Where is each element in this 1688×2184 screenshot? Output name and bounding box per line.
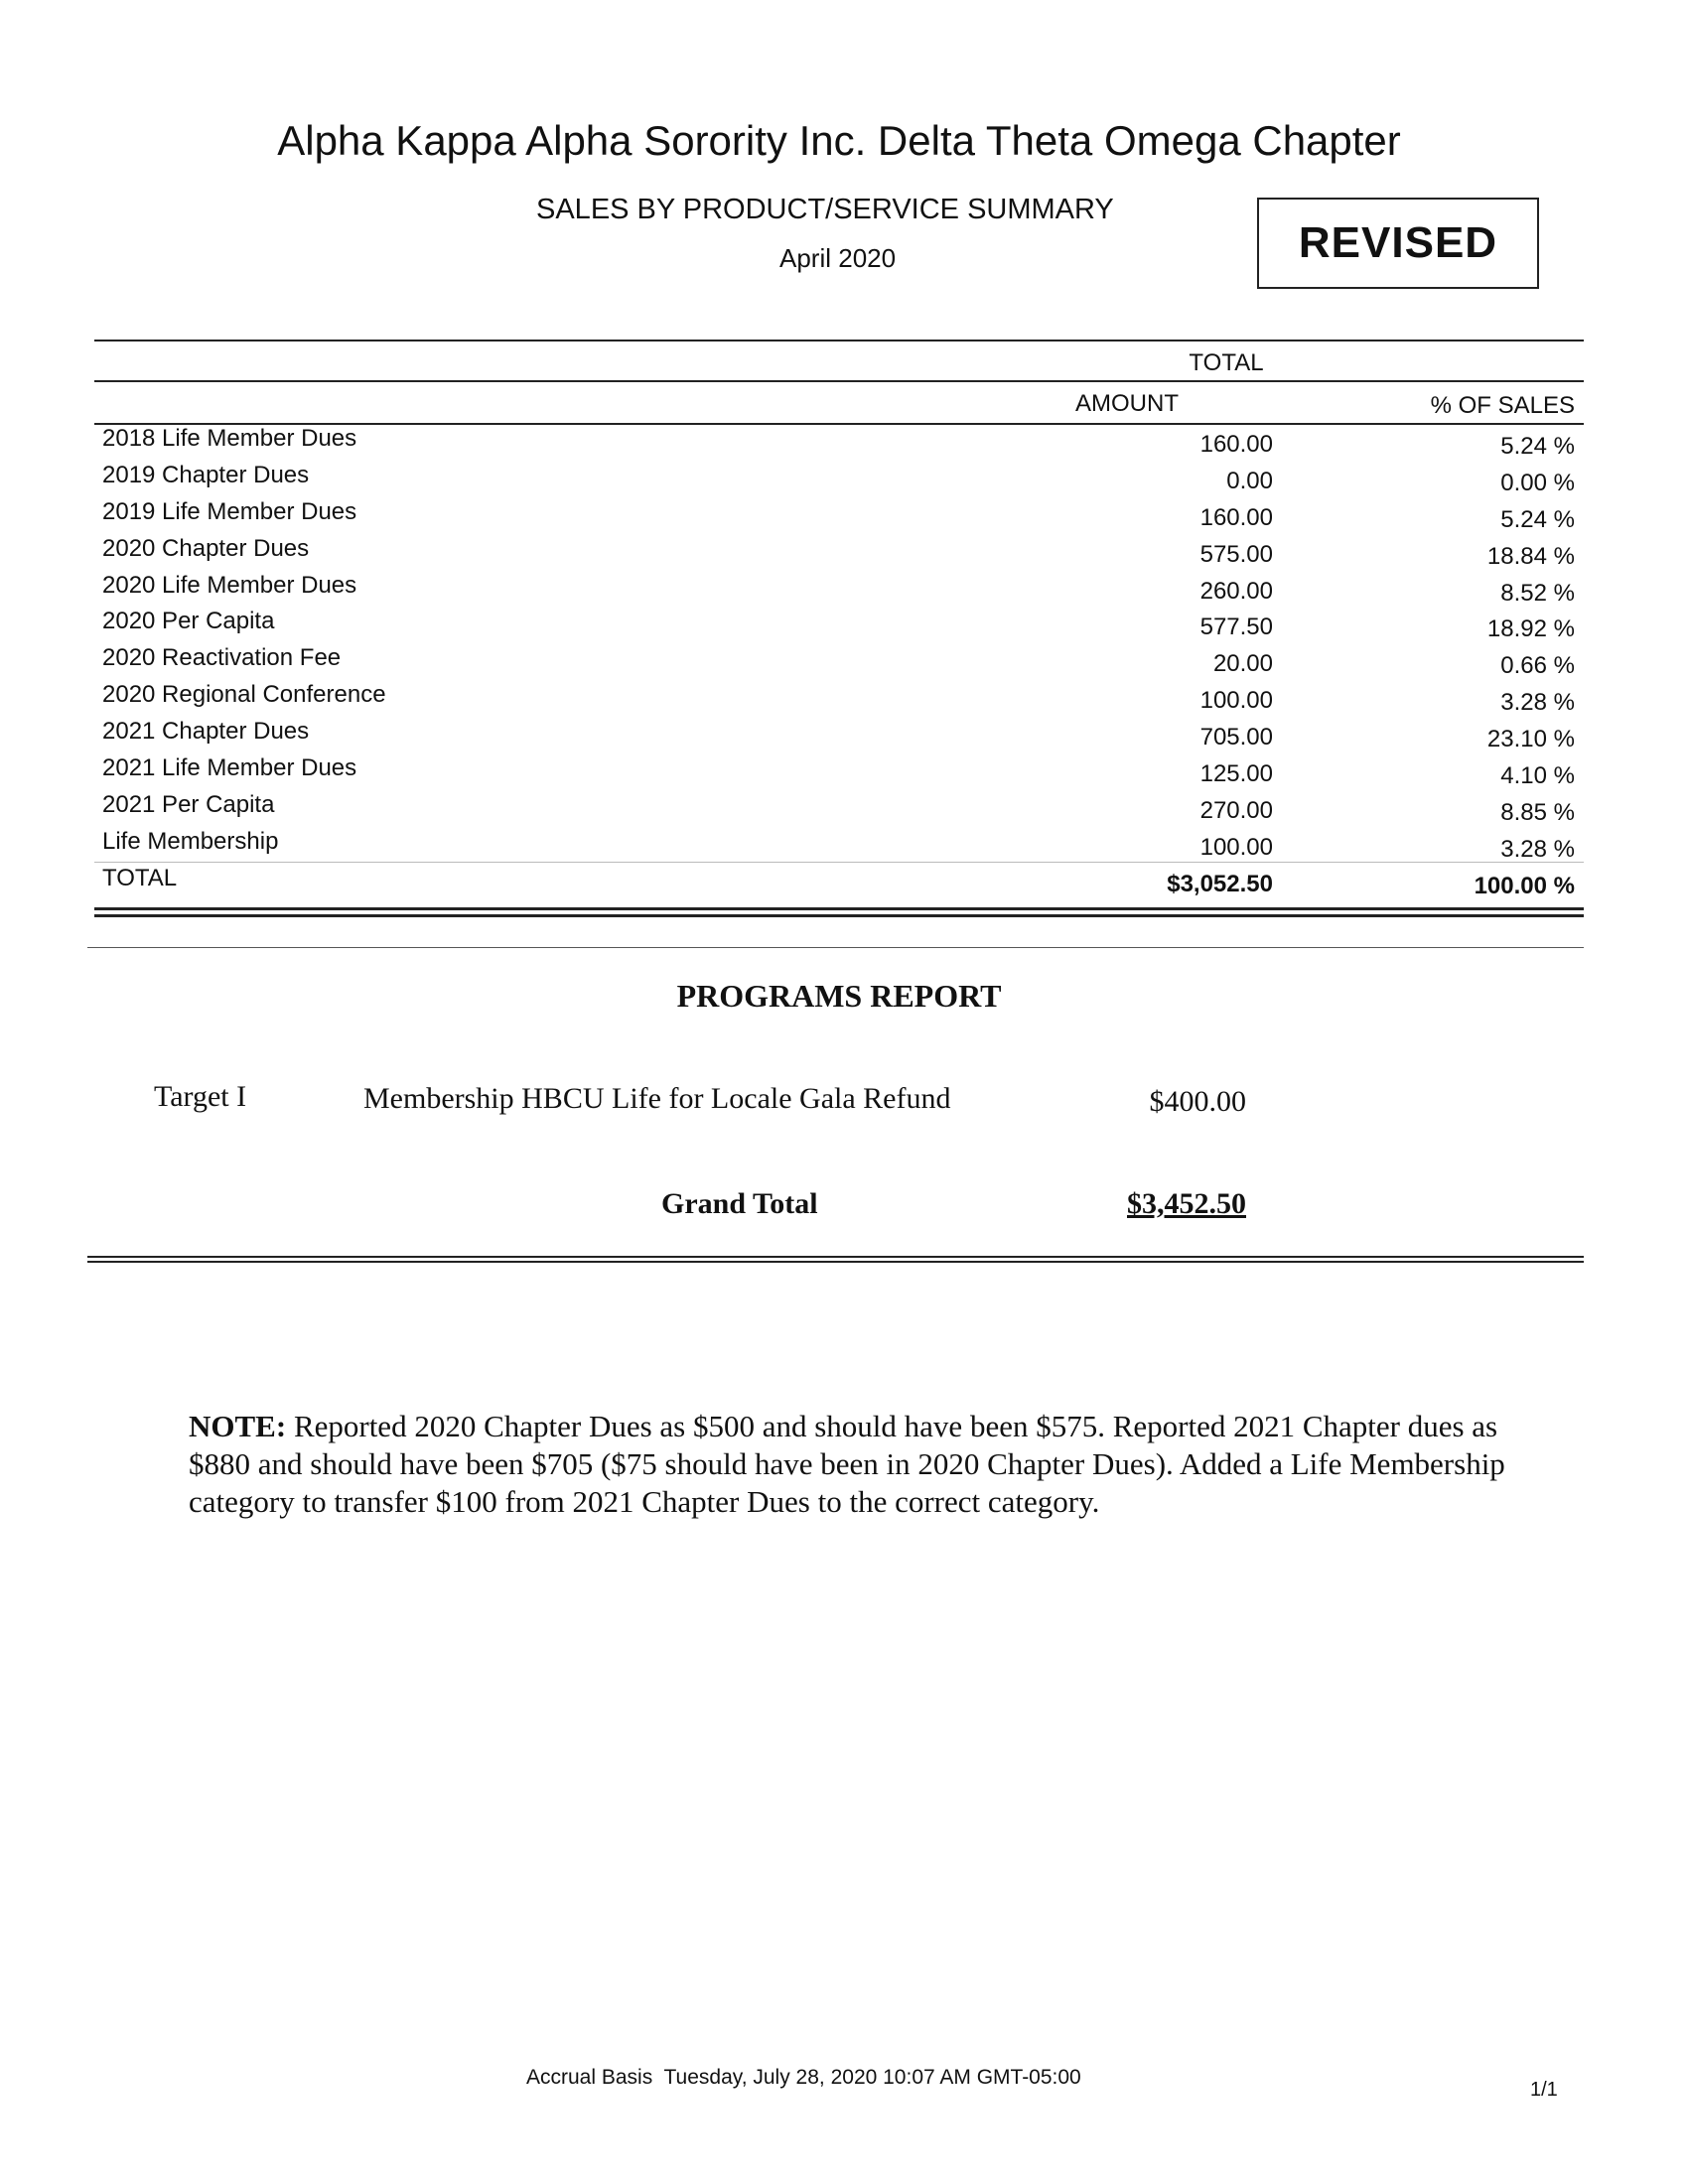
report-title: SALES BY PRODUCT/SERVICE SUMMARY: [536, 194, 1114, 225]
program-description: Membership HBCU Life for Locale Gala Refund: [363, 1082, 951, 1115]
row-name: 2020 Life Member Dues: [102, 572, 357, 599]
row-name: 2019 Life Member Dues: [102, 498, 357, 525]
row-name: Life Membership: [102, 828, 279, 855]
table-row: [94, 754, 1584, 790]
total-double-rule-top: [94, 907, 1584, 910]
row-percent: 23.10 %: [1486, 726, 1575, 752]
row-percent: 5.24 %: [1500, 506, 1575, 533]
column-group-header: TOTAL: [1189, 349, 1264, 376]
row-name: 2021 Chapter Dues: [102, 718, 310, 745]
row-percent: 3.28 %: [1500, 836, 1575, 863]
table-row: [94, 462, 1584, 497]
row-name: 2019 Chapter Dues: [102, 462, 310, 488]
total-double-rule-bottom: [94, 914, 1584, 917]
row-percent: 0.66 %: [1500, 652, 1575, 679]
row-amount: 100.00: [1199, 834, 1273, 861]
organization-title: Alpha Kappa Alpha Sorority Inc. Delta Theta Omega Chapter: [277, 117, 1401, 164]
row-amount: 0.00: [1226, 468, 1273, 494]
row-amount: 100.00: [1199, 687, 1273, 714]
row-amount: 125.00: [1199, 760, 1273, 787]
programs-top-rule: [87, 947, 1584, 948]
row-percent: 5.24 %: [1500, 433, 1575, 460]
row-amount: 160.00: [1199, 431, 1273, 458]
total-amount: $3,052.50: [1167, 871, 1273, 897]
group-header-rule: [94, 380, 1584, 382]
row-amount: 270.00: [1199, 797, 1273, 824]
row-amount: 575.00: [1199, 541, 1273, 568]
row-amount: 160.00: [1199, 504, 1273, 531]
programs-bottom-rule-bottom: [87, 1261, 1584, 1263]
row-name: 2020 Regional Conference: [102, 681, 386, 708]
row-name: 2021 Per Capita: [102, 791, 275, 818]
note-label: NOTE:: [189, 1409, 287, 1443]
table-total-row: [94, 865, 1584, 900]
grand-total-label: Grand Total: [661, 1187, 818, 1220]
row-percent: 18.92 %: [1486, 615, 1575, 642]
note-text: Reported 2020 Chapter Dues as $500 and should have been $575. Reported 2021 Chapter dues as $880 and should have been $705 ($75 should have been in 2020 Chapter Dues). Added a Life Membership category to transfer $100 from 2021 Chapter Dues to the correct category.: [189, 1409, 1505, 1519]
row-name: 2020 Reactivation Fee: [102, 644, 342, 671]
table-row: [94, 498, 1584, 534]
table-row: [94, 535, 1584, 571]
row-name: 2020 Chapter Dues: [102, 535, 310, 562]
table-row: [94, 791, 1584, 827]
row-amount: 577.50: [1199, 614, 1273, 640]
table-row: [94, 425, 1584, 461]
row-percent: 8.85 %: [1500, 799, 1575, 826]
column-header-percent: % OF SALES: [1430, 392, 1575, 419]
table-row: [94, 608, 1584, 643]
grand-total-value: $3,452.50: [1127, 1187, 1246, 1220]
report-period: April 2020: [779, 243, 897, 273]
row-name: 2021 Life Member Dues: [102, 754, 357, 781]
total-rule: [94, 862, 1584, 863]
table-row: [94, 644, 1584, 680]
row-name: 2018 Life Member Dues: [102, 425, 357, 452]
program-target: Target I: [154, 1080, 247, 1113]
table-row: [94, 718, 1584, 753]
row-percent: 18.84 %: [1486, 543, 1575, 570]
row-amount: 20.00: [1212, 650, 1273, 677]
row-amount: 260.00: [1199, 578, 1273, 605]
row-percent: 4.10 %: [1500, 762, 1575, 789]
row-percent: 0.00 %: [1500, 470, 1575, 496]
program-amount: $400.00: [1149, 1085, 1246, 1118]
column-header-amount: AMOUNT: [1075, 390, 1179, 417]
row-amount: 705.00: [1199, 724, 1273, 751]
total-percent: 100.00 %: [1474, 873, 1575, 899]
table-row: [94, 572, 1584, 608]
programs-heading: PROGRAMS REPORT: [676, 978, 1002, 1014]
total-label: TOTAL: [102, 865, 178, 891]
row-percent: 8.52 %: [1500, 580, 1575, 607]
table-top-rule: [94, 340, 1584, 341]
note-paragraph: [189, 1408, 1559, 1521]
programs-bottom-rule-top: [87, 1256, 1584, 1258]
table-row: [94, 828, 1584, 864]
row-percent: 3.28 %: [1500, 689, 1575, 716]
table-row: [94, 681, 1584, 717]
revised-stamp: REVISED: [1257, 198, 1539, 289]
page-number: 1/1: [1530, 2079, 1558, 2101]
row-name: 2020 Per Capita: [102, 608, 275, 634]
footer-timestamp: Accrual Basis Tuesday, July 28, 2020 10:07 AM GMT-05:00: [526, 2066, 1081, 2089]
